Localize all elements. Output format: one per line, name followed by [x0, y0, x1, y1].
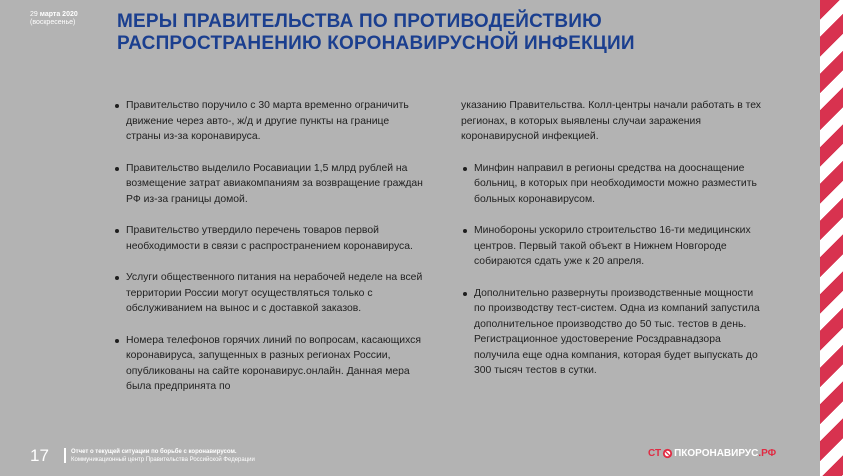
brand-domain: .РФ	[758, 448, 777, 459]
page-title	[117, 11, 677, 55]
bullet-item: Номера телефонов горячих линий по вопросам, касающихся коронавируса, запущенных в разных регионах России, опубликованы на сайте коронавирус.онлайн. Данная мера была предпринята по	[113, 333, 423, 395]
date-month: марта 2020	[39, 11, 78, 18]
right-column	[461, 98, 761, 395]
bullet-item: Правительство утвердило перечень товаров первой необходимости в связи с распространением коронавируса.	[113, 223, 423, 254]
bullet-item: Услуги общественного питания на нерабочей неделе на всей территории России могут осуществляться только с обслуживанием на вынос и с доставкой заказов.	[113, 270, 423, 317]
decorative-stripes	[820, 0, 843, 476]
title-line-1: МЕРЫ ПРАВИТЕЛЬСТВА ПО ПРОТИВОДЕЙСТВИЮ	[117, 11, 602, 32]
footer-divider	[64, 448, 66, 463]
date-weekday: (воскресенье)	[30, 19, 76, 26]
virus-icon	[662, 448, 673, 459]
date-block	[30, 11, 78, 27]
brand-name: ПКОРОНАВИРУС	[674, 448, 759, 459]
date-day: 29	[30, 11, 38, 18]
footer-line-1: Отчет о текущей ситуации по борьбе с коронавирусом.	[71, 449, 237, 455]
bullet-item: Минфин направил в регионы средства на дооснащение больниц, в которых при необходимости можно разместить больных коронавирусом.	[461, 161, 761, 208]
bullet-continuation: указанию Правительства. Колл-центры начали работать в тех регионах, в которых выявлены случаи заражения коронавирусной инфекцией.	[461, 100, 761, 142]
brand-stop: СТ	[648, 448, 662, 459]
bullet-item: Минобороны ускорило строительство 16-ти медицинских центров. Первый такой объект в Нижнем Новгороде собираются сдать уже к 20 апреля.	[461, 223, 761, 270]
footer-line-2: Коммуникационный центр Правительства Российской Федерации	[71, 457, 255, 463]
bullet-item: Дополнительно развернуты производственные мощности по производству тест-систем. Одна из компаний запустила дополнительное производство до 50 тыс. тестов в день. Регистрационное удостоверение Росздравнадзора получила еще одна компания, которая будет выпускать до 300 тысяч тестов в сутки.	[461, 286, 761, 379]
bullet-item: Правительство поручило с 30 марта временно ограничить движение через авто-, ж/д и другие пункты на границе страны из-за коронавируса.	[113, 98, 423, 145]
bullet-item: Правительство выделило Росавиации 1,5 млрд рублей на возмещение затрат авиакомпаниям за возвращение граждан РФ из-за границы домой.	[113, 161, 423, 208]
brand-logo	[648, 448, 776, 459]
title-line-2: РАСПРОСТРАНЕНИЮ КОРОНАВИРУСНОЙ ИНФЕКЦИИ	[117, 33, 635, 54]
left-column	[113, 98, 423, 411]
footer-text	[71, 448, 255, 464]
page-number: 17	[30, 446, 49, 465]
